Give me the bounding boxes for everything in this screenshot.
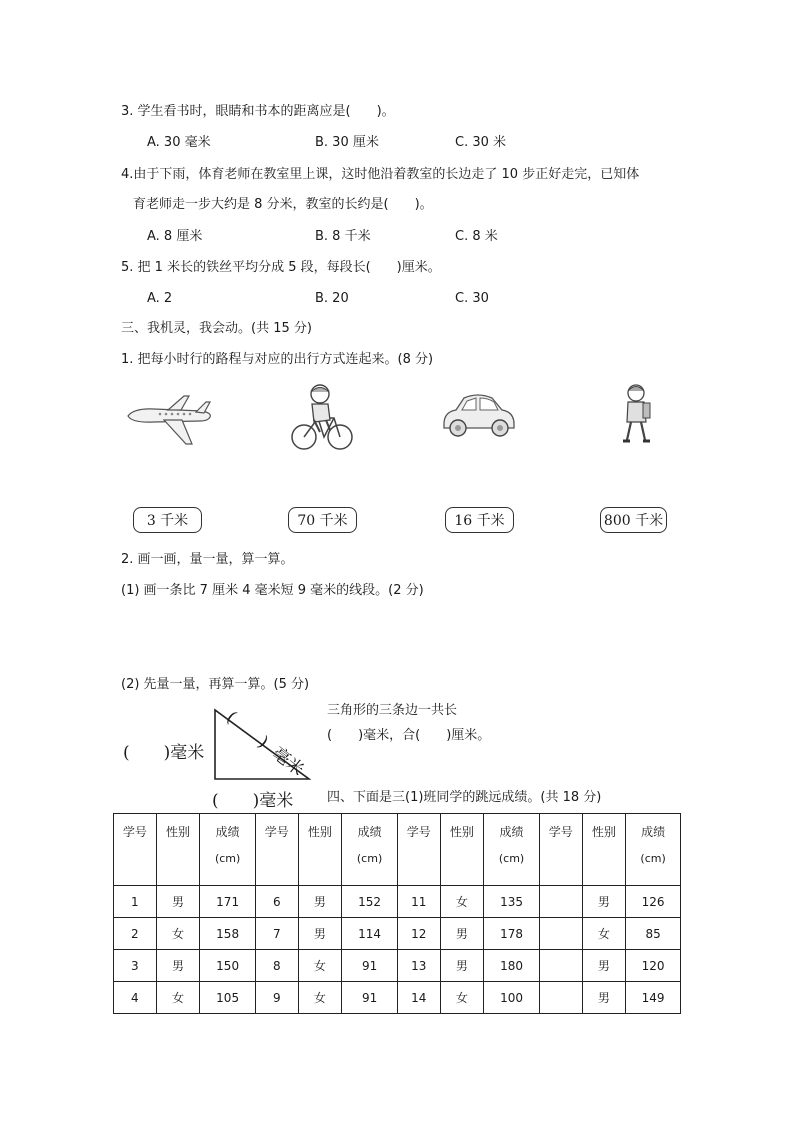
table-cell: 女	[440, 982, 484, 1014]
table-cell: 男	[156, 950, 200, 982]
table-cell: 男	[156, 886, 200, 918]
q4-option-a: A. 8 厘米	[147, 229, 203, 244]
header-score-unit: (cm)	[640, 852, 666, 865]
table-cell: 8	[255, 950, 298, 982]
header-score-label: 成绩	[641, 825, 666, 839]
table-cell: 女	[156, 918, 200, 950]
table-cell: 女	[156, 982, 200, 1014]
table-cell: 1	[114, 886, 157, 918]
section3-title: 三、我机灵，我会动。(共 15 分)	[121, 321, 312, 336]
header-score	[200, 814, 256, 886]
header-score-unit: (cm)	[214, 852, 241, 865]
triangle-question-line2: ( )毫米，合( )厘米。	[327, 728, 491, 743]
long-jump-scores-table	[113, 813, 681, 1014]
q3-stem: 3. 学生看书时，眼睛和书本的距离应是( )。	[121, 104, 395, 119]
table-cell: 男	[582, 886, 626, 918]
table-cell: 178	[484, 918, 540, 950]
table-cell: 14	[397, 982, 440, 1014]
table-cell: 120	[626, 950, 681, 982]
distance-box-800km[interactable]: 800 千米	[600, 507, 667, 533]
triangle-hypotenuse-label: 毫米	[268, 743, 308, 781]
airplane-icon	[124, 392, 214, 448]
table-cell: 女	[440, 886, 484, 918]
table-cell: 11	[397, 886, 440, 918]
table-cell: 女	[582, 918, 626, 950]
q4-stem-line2: 育老师走一步大约是 8 分米，教室的长约是( )。	[133, 197, 433, 212]
table-cell: 91	[342, 950, 398, 982]
table-cell: 男	[298, 886, 342, 918]
table-cell: 114	[342, 918, 398, 950]
table-row	[114, 982, 681, 1014]
distance-box-16km[interactable]: 16 千米	[445, 507, 514, 533]
table-header-row	[114, 814, 681, 886]
header-score	[342, 814, 398, 886]
table-cell: 126	[626, 886, 681, 918]
distance-box-3km[interactable]: 3 千米	[133, 507, 202, 533]
table-cell: 171	[200, 886, 256, 918]
header-score-unit: (cm)	[356, 852, 383, 865]
q5-option-a: A. 2	[147, 291, 173, 306]
table-cell: 12	[397, 918, 440, 950]
header-student-id: 学号	[114, 814, 157, 886]
bicycle-rider-icon	[290, 382, 354, 452]
table-cell: 135	[484, 886, 540, 918]
triangle-hypotenuse-paren: ( )	[222, 707, 272, 753]
header-score-label: 成绩	[357, 825, 382, 839]
header-score-label: 成绩	[499, 825, 524, 839]
table-cell: 100	[484, 982, 540, 1014]
table-cell: 男	[440, 918, 484, 950]
table-row	[114, 886, 681, 918]
q4-option-c: C. 8 米	[455, 229, 498, 244]
header-gender: 性别	[440, 814, 484, 886]
section3-q2-part1: (1) 画一条比 7 厘米 4 毫米短 9 毫米的线段。(2 分)	[121, 583, 424, 598]
table-cell: 180	[484, 950, 540, 982]
header-gender: 性别	[298, 814, 342, 886]
q3-option-a: A. 30 毫米	[147, 135, 211, 150]
triangle-left-side-label: ( )毫米	[123, 743, 205, 763]
triangle-bottom-side-label: ( )毫米	[212, 791, 294, 811]
table-cell: 6	[255, 886, 298, 918]
table-cell: 7	[255, 918, 298, 950]
header-student-id: 学号	[539, 814, 582, 886]
section3-q2-stem: 2. 画一画，量一量，算一算。	[121, 552, 294, 567]
table-cell: 91	[342, 982, 398, 1014]
q5-stem: 5. 把 1 米长的铁丝平均分成 5 段，每段长( )厘米。	[121, 260, 441, 275]
header-student-id: 学号	[397, 814, 440, 886]
table-cell: 13	[397, 950, 440, 982]
section4-title: 四、下面是三(1)班同学的跳远成绩。(共 18 分)	[327, 790, 602, 805]
table-cell	[539, 886, 582, 918]
section3-q2-part2: (2) 先量一量，再算一算。(5 分)	[121, 677, 310, 692]
section3-q1-stem: 1. 把每小时行的路程与对应的出行方式连起来。(8 分)	[121, 352, 434, 367]
table-cell: 9	[255, 982, 298, 1014]
header-score	[484, 814, 540, 886]
table-cell: 149	[626, 982, 681, 1014]
table-cell: 3	[114, 950, 157, 982]
q3-option-b: B. 30 厘米	[315, 135, 379, 150]
q4-stem-line1: 4.由于下雨，体育老师在教室里上课，这时他沿着教室的长边走了 10 步正好走完，已知体	[121, 167, 640, 182]
table-cell: 男	[582, 982, 626, 1014]
header-gender: 性别	[156, 814, 200, 886]
header-score-unit: (cm)	[498, 852, 525, 865]
table-cell: 男	[440, 950, 484, 982]
table-row	[114, 950, 681, 982]
q5-option-b: B. 20	[315, 291, 349, 306]
table-cell: 女	[298, 950, 342, 982]
q5-option-c: C. 30	[455, 291, 489, 306]
q4-option-b: B. 8 千米	[315, 229, 371, 244]
header-gender: 性别	[582, 814, 626, 886]
table-cell: 男	[298, 918, 342, 950]
header-student-id: 学号	[255, 814, 298, 886]
distance-box-70km[interactable]: 70 千米	[288, 507, 357, 533]
q3-option-c: C. 30 米	[455, 135, 507, 150]
table-cell: 女	[298, 982, 342, 1014]
table-cell: 152	[342, 886, 398, 918]
table-cell	[539, 982, 582, 1014]
table-row	[114, 918, 681, 950]
table-cell: 150	[200, 950, 256, 982]
table-cell: 男	[582, 950, 626, 982]
walking-boy-icon	[619, 382, 655, 448]
table-cell: 2	[114, 918, 157, 950]
table-cell	[539, 918, 582, 950]
header-score-label: 成绩	[215, 825, 240, 839]
table-cell: 85	[626, 918, 681, 950]
table-cell: 105	[200, 982, 256, 1014]
car-icon	[440, 390, 518, 440]
table-cell: 4	[114, 982, 157, 1014]
table-cell	[539, 950, 582, 982]
table-cell: 158	[200, 918, 256, 950]
header-score	[626, 814, 681, 886]
triangle-question-line1: 三角形的三条边一共长	[327, 703, 458, 718]
